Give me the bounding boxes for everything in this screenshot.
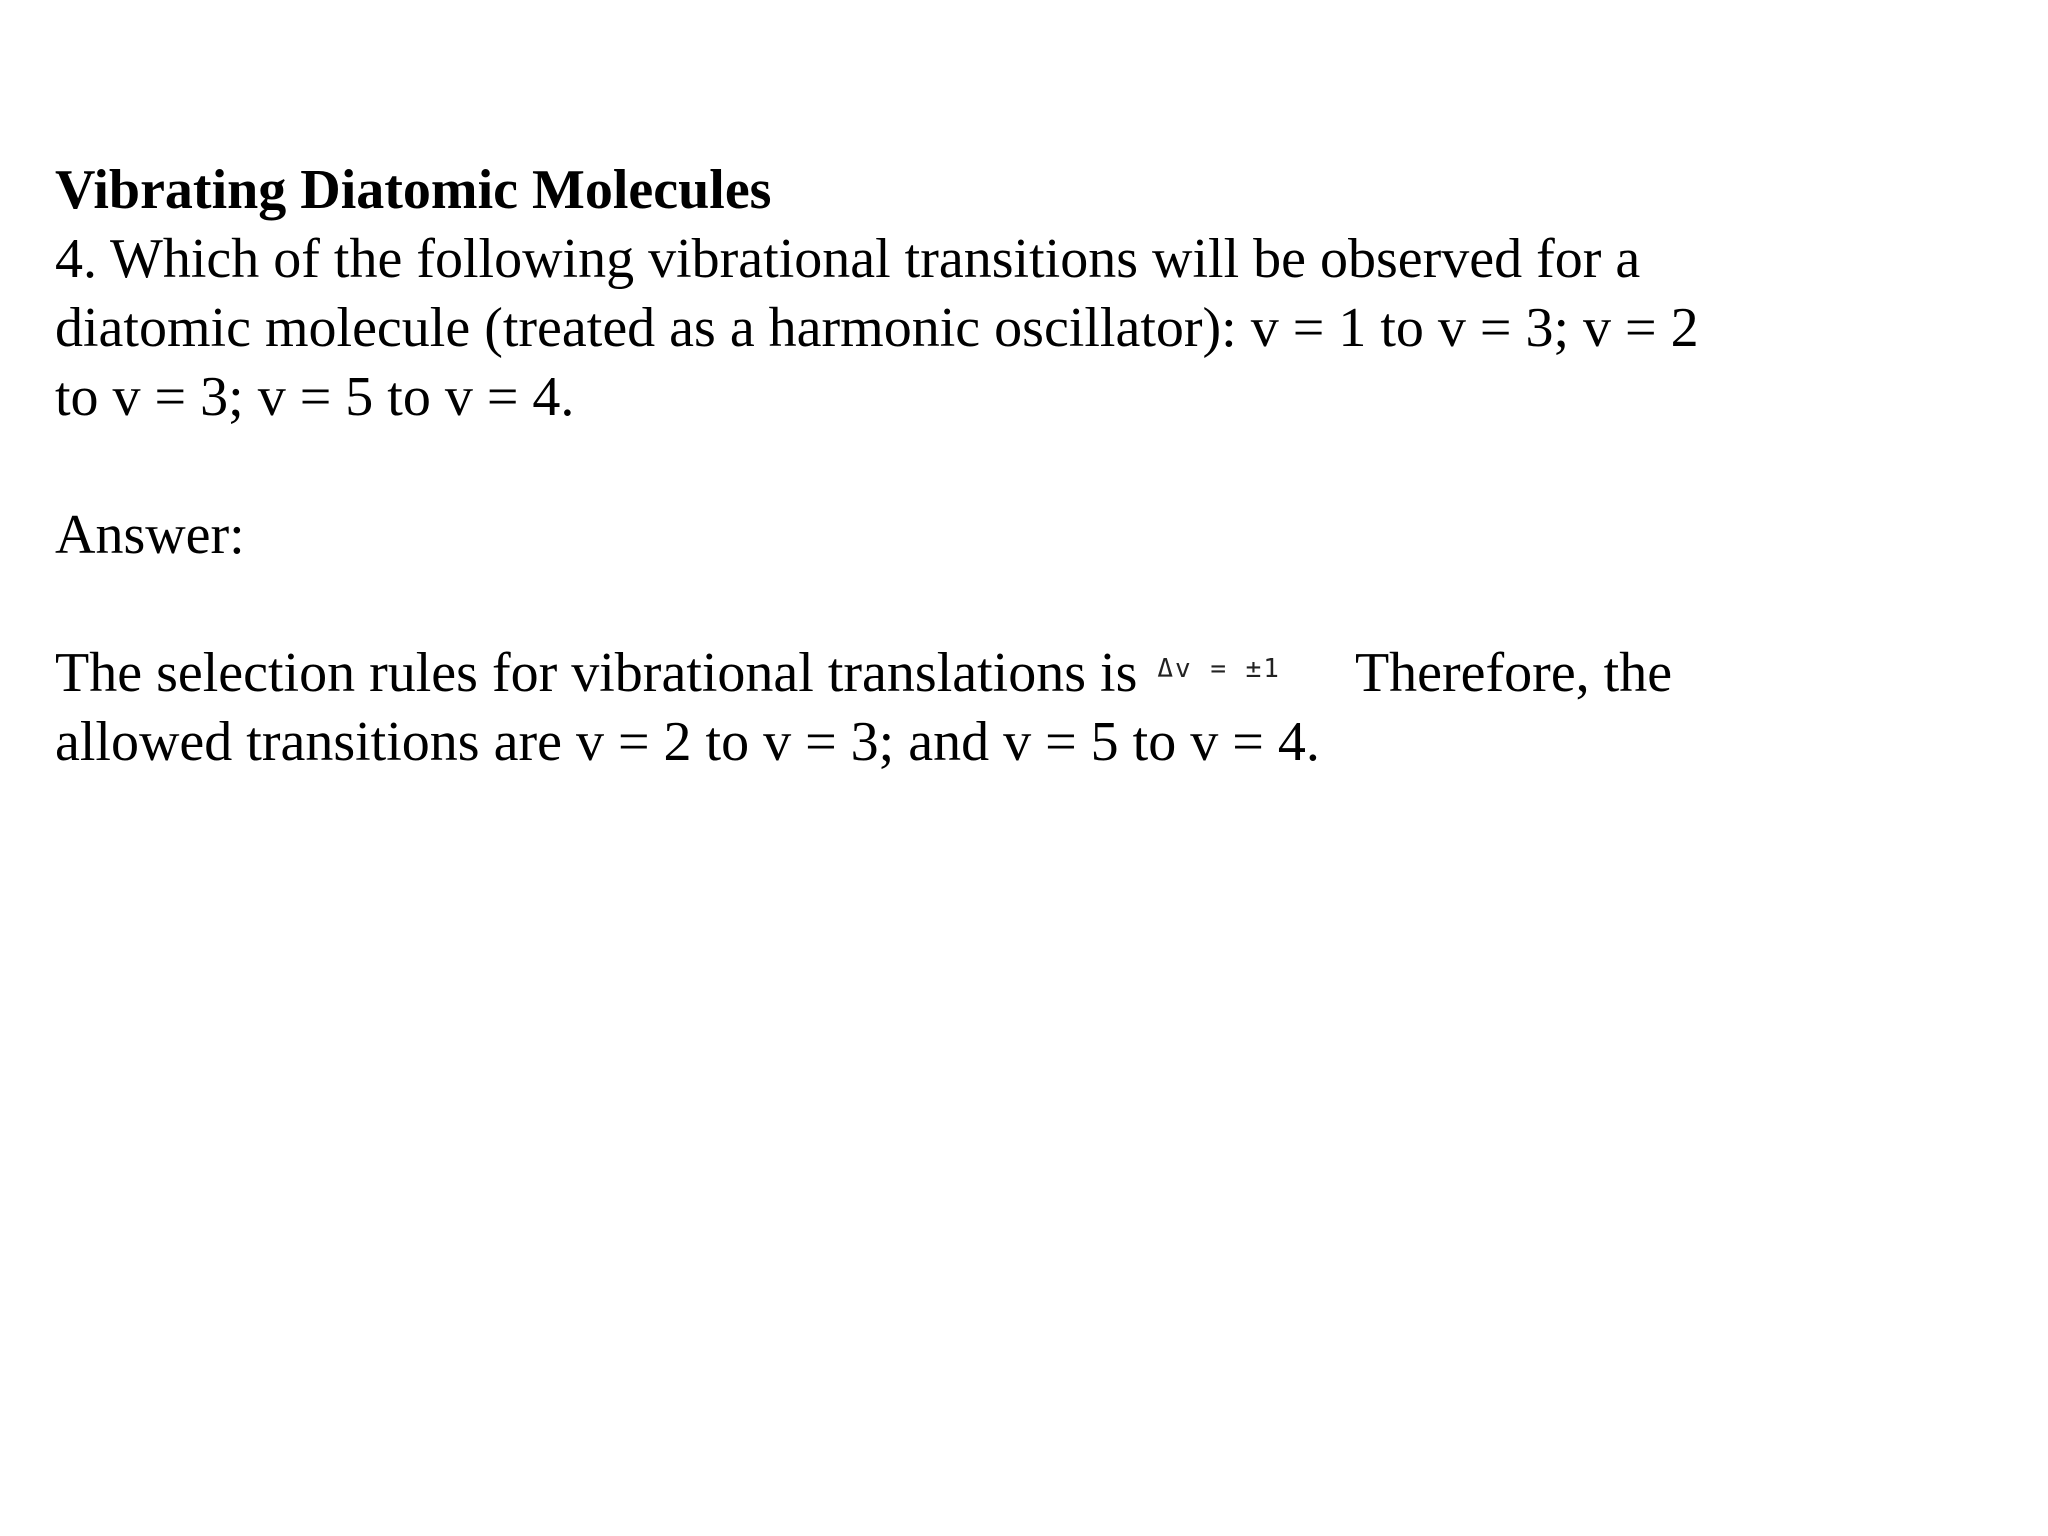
- answer-label: Answer:: [55, 504, 245, 566]
- document-content: [55, 156, 1755, 777]
- answer-explanation: [55, 639, 1755, 777]
- explanation-conclusion-text: Therefore, the allowed transitions are v = 2 to v = 3; and v = 5 to v = 4.: [55, 642, 1673, 773]
- selection-rule-formula: Δv = ±1: [1157, 654, 1281, 684]
- question-text: 4. Which of the following vibrational transitions will be observed for a diatomic molecule (treated as a harmonic oscillator): v = 1 to v = 3; v = 2 to v = 3; v = 5 to v = 4.: [55, 228, 1699, 428]
- document-title: Vibrating Diatomic Molecules: [55, 159, 772, 221]
- explanation-lead-text: The selection rules for vibrational translations is: [55, 642, 1138, 704]
